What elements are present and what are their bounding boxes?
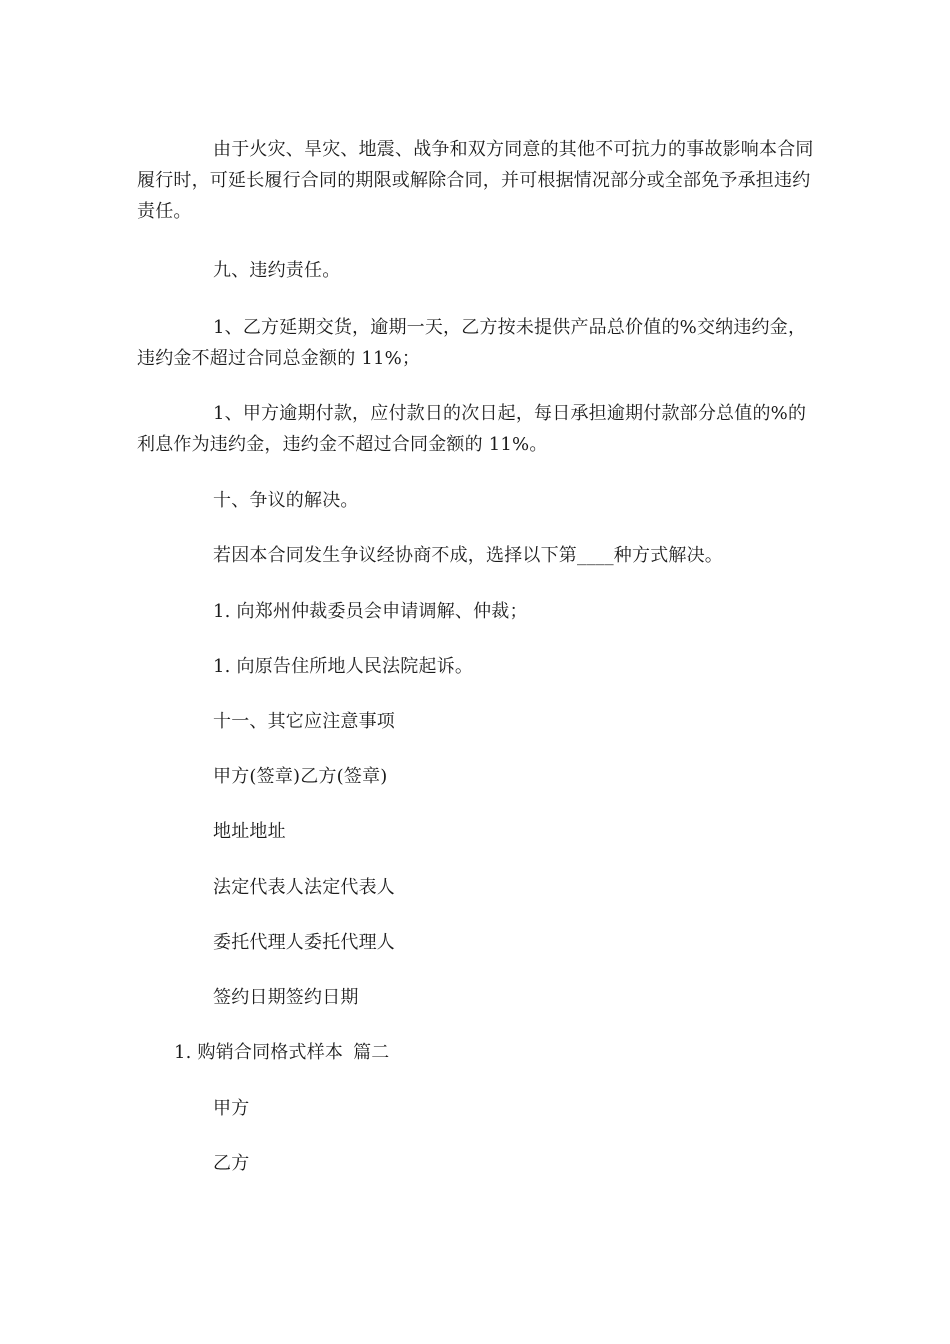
section-eleven-heading: 十一、其它应注意事项: [213, 711, 395, 732]
section-nine-heading: 九、违约责任。: [213, 260, 341, 281]
authorized-agent-line: 委托代理人委托代理人: [213, 932, 395, 953]
seller-delay-clause: 1、乙方延期交货，逾期一天，乙方按未提供产品总价值的%交纳违约金，违约金不超过合同总金额的 11%；: [137, 317, 807, 369]
address-line: 地址地址: [213, 821, 286, 842]
buyer-delay-clause: 1、甲方逾期付款，应付款日的次日起，每日承担逾期付款部分总值的%的利息作为违约金，违约金不超过合同金额的 11%。: [137, 403, 807, 455]
arbitration-option: 1. 向郑州仲裁委员会申请调解、仲裁；: [213, 601, 528, 622]
party-b-label: 乙方: [213, 1153, 250, 1174]
signing-date-line: 签约日期签约日期: [213, 987, 359, 1008]
part-two-heading: [174, 1037, 854, 1068]
force-majeure-paragraph: 由于火灾、旱灾、地震、战争和双方同意的其他不可抗力的事故影响本合同履行时，可延长履行合同的期限或解除合同，并可根据情况部分或全部免予承担违约责任。: [137, 139, 814, 222]
dispute-method-paragraph: 若因本合同发生争议经协商不成，选择以下第____种方式解决。: [213, 545, 723, 566]
signature-line: 甲方(签章)乙方(签章): [213, 766, 388, 787]
legal-representative-line: 法定代表人法定代表人: [213, 877, 395, 898]
part-two-title: 1. 购销合同格式样本: [174, 1042, 344, 1063]
section-ten-heading: 十、争议的解决。: [213, 490, 359, 511]
litigation-option: 1. 向原告住所地人民法院起诉。: [213, 656, 474, 677]
part-two-suffix: 篇二: [353, 1042, 390, 1063]
party-a-label: 甲方: [213, 1098, 250, 1119]
